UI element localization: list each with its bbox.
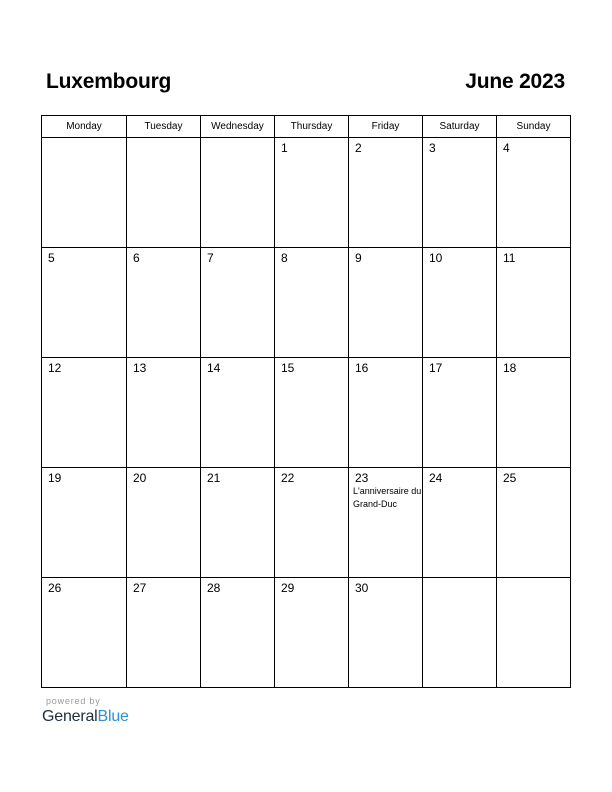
day-cell (201, 578, 275, 688)
day-number: 9 (355, 251, 362, 265)
day-number: 14 (207, 361, 221, 375)
day-number: 25 (503, 471, 517, 485)
day-number: 24 (429, 471, 443, 485)
day-number: 6 (133, 251, 140, 265)
day-number: 28 (207, 581, 221, 595)
day-cell (497, 578, 571, 688)
day-number: 27 (133, 581, 147, 595)
day-number: 10 (429, 251, 443, 265)
week-row (42, 358, 571, 468)
day-number: 17 (429, 361, 443, 375)
weekday-header: Thursday (275, 116, 349, 138)
day-cell (127, 468, 201, 578)
day-number: 16 (355, 361, 369, 375)
day-number (201, 138, 274, 141)
weekday-header: Tuesday (127, 116, 201, 138)
day-cell (497, 468, 571, 578)
day-cell (497, 248, 571, 358)
powered-by-text: powered by (46, 696, 101, 706)
country-title: Luxembourg (46, 70, 172, 93)
weekday-header: Sunday (497, 116, 571, 138)
day-cell-holiday (349, 468, 423, 578)
day-number: 13 (133, 361, 147, 375)
day-cell (497, 358, 571, 468)
week-row (42, 578, 571, 688)
week-row (42, 248, 571, 358)
week-row (42, 138, 571, 248)
day-cell (423, 358, 497, 468)
day-cell (127, 358, 201, 468)
day-number (423, 578, 496, 581)
day-number (42, 138, 126, 141)
generalblue-logo[interactable] (42, 707, 129, 727)
day-number: 4 (503, 141, 510, 155)
day-cell (42, 358, 127, 468)
day-cell (423, 248, 497, 358)
day-cell (349, 248, 423, 358)
day-cell (275, 138, 349, 248)
calendar-grid (41, 115, 571, 688)
weekday-header: Saturday (423, 116, 497, 138)
week-row (42, 468, 571, 578)
day-cell (42, 138, 127, 248)
day-number: 29 (281, 581, 295, 595)
day-number: 11 (503, 251, 516, 265)
logo-text-blue: Blue (97, 708, 129, 725)
day-cell (275, 468, 349, 578)
day-cell (423, 578, 497, 688)
day-number (127, 138, 200, 141)
day-cell (201, 248, 275, 358)
day-number: 18 (503, 361, 517, 375)
day-number: 1 (281, 141, 288, 155)
day-number: 12 (48, 361, 62, 375)
weekday-header: Monday (42, 116, 127, 138)
day-cell (201, 468, 275, 578)
day-cell (201, 138, 275, 248)
day-cell (42, 248, 127, 358)
day-number: 8 (281, 251, 288, 265)
footer-branding (42, 696, 129, 727)
day-cell (127, 138, 201, 248)
weekday-header: Wednesday (201, 116, 275, 138)
day-number: 19 (48, 471, 62, 485)
day-number: 2 (355, 141, 362, 155)
day-number: 5 (48, 251, 55, 265)
day-cell (349, 138, 423, 248)
day-cell (349, 358, 423, 468)
day-number: 30 (355, 581, 369, 595)
day-number: 22 (281, 471, 295, 485)
day-number (497, 578, 570, 581)
day-cell (42, 468, 127, 578)
day-cell (201, 358, 275, 468)
day-number: 15 (281, 361, 295, 375)
day-cell (42, 578, 127, 688)
day-number: 26 (48, 581, 62, 595)
day-number: 7 (207, 251, 214, 265)
day-number: 20 (133, 471, 147, 485)
weekday-header: Friday (349, 116, 423, 138)
day-cell (497, 138, 571, 248)
day-cell (275, 248, 349, 358)
day-cell (275, 578, 349, 688)
day-cell (423, 468, 497, 578)
holiday-label: L'anniversaire du Grand-Duc (353, 486, 422, 509)
day-number: 21 (207, 471, 221, 485)
day-cell (275, 358, 349, 468)
day-cell (127, 578, 201, 688)
logo-text-general: General (42, 708, 98, 725)
day-cell (349, 578, 423, 688)
day-cell (423, 138, 497, 248)
month-title: June 2023 (465, 70, 565, 93)
weekday-header-row (42, 116, 571, 138)
day-cell (127, 248, 201, 358)
day-number: 3 (429, 141, 436, 155)
day-number: 23 (355, 471, 369, 485)
